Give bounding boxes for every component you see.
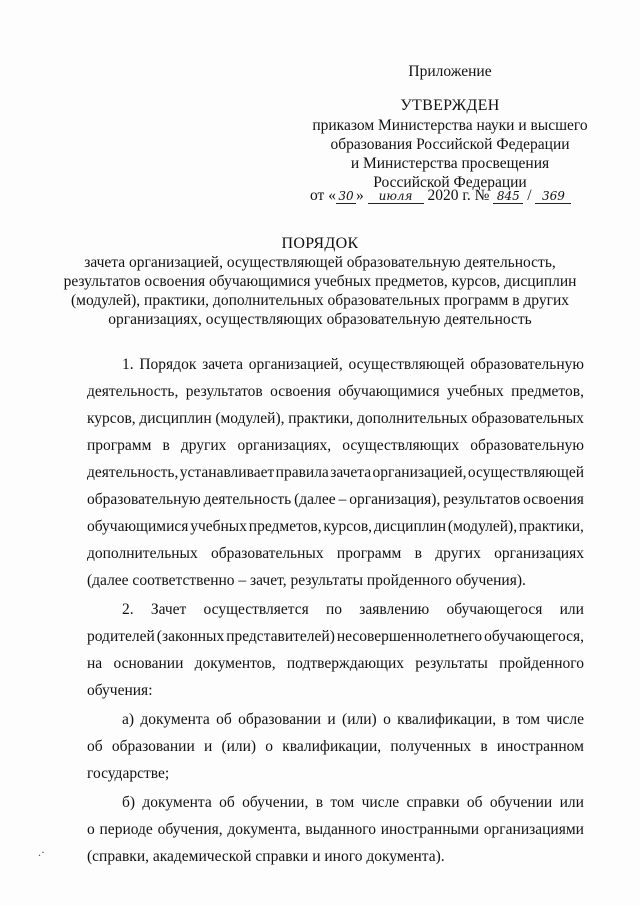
body-word: устанавливает xyxy=(179,464,275,481)
body-word: образовании xyxy=(238,711,322,728)
body-word: основании xyxy=(113,655,184,672)
body-word: обучающегося, xyxy=(484,628,584,645)
body-word: периоде xyxy=(99,821,153,838)
body-word: организациях, xyxy=(237,437,332,454)
body-line xyxy=(122,355,584,374)
body-word: иностранном xyxy=(496,738,584,755)
body-word: обучении, xyxy=(242,794,309,811)
body-word: на xyxy=(87,655,103,672)
body-word: осуществляющей xyxy=(348,356,465,373)
body-line xyxy=(122,710,584,729)
body-word: документов, xyxy=(194,655,276,672)
body-word: том xyxy=(330,794,355,811)
approved-line: Российской Федерации xyxy=(373,174,527,191)
body-word: несовершеннолетнего xyxy=(336,628,483,645)
body-word: числе xyxy=(546,711,584,728)
body-word: справки xyxy=(406,794,460,811)
body-word: иностранными xyxy=(380,821,480,838)
margin-mark: .· xyxy=(38,845,45,859)
body-word: деятельность, xyxy=(87,464,179,481)
body-word: образовательную xyxy=(87,491,201,508)
body-line: (справки, академической справки и иного документа). xyxy=(87,848,445,865)
body-word: а) xyxy=(122,711,135,728)
body-word: представителей) xyxy=(226,628,335,645)
body-word: полученных xyxy=(390,738,472,755)
title-line: зачета организацией, осуществляющей образовательную деятельность, xyxy=(84,254,556,271)
appendix-label: Приложение xyxy=(408,63,492,80)
approved-line: и Министерства просвещения xyxy=(350,155,550,172)
body-word: организация), xyxy=(349,491,441,508)
order-number-1: 845 xyxy=(493,189,523,204)
body-line xyxy=(87,517,584,536)
body-word: результаты xyxy=(415,655,488,672)
body-line xyxy=(87,544,584,563)
body-word: в xyxy=(414,545,422,562)
order-year: 2020 г. № xyxy=(427,187,490,204)
body-word: обучении xyxy=(489,794,553,811)
body-word: предметов, xyxy=(248,518,322,535)
approved-line: образования Российской Федерации xyxy=(330,136,570,153)
body-word: курсов, xyxy=(323,518,373,535)
body-word: в xyxy=(162,437,170,454)
body-word: обучающегося xyxy=(446,601,543,618)
body-word: курсов, xyxy=(87,410,136,427)
body-word: о xyxy=(383,711,391,728)
body-word: организациях xyxy=(494,545,584,562)
order-day: 30 xyxy=(336,189,356,204)
body-word: и xyxy=(327,711,336,728)
body-line xyxy=(87,436,584,455)
body-word: организацией, xyxy=(372,464,467,481)
order-prefix: от « xyxy=(310,187,336,204)
body-word: (или) xyxy=(342,711,377,728)
body-word: или xyxy=(559,601,584,618)
body-word: программ xyxy=(87,437,152,454)
body-word: числе xyxy=(361,794,400,811)
body-word: и xyxy=(203,738,213,755)
title-line: (модулей), практики, дополнительных образовательных программ в других xyxy=(70,292,570,309)
body-word: учебных xyxy=(447,383,504,400)
body-word: образовательных xyxy=(211,545,324,562)
body-line xyxy=(87,409,584,428)
body-word: об xyxy=(466,794,483,811)
body-word: о xyxy=(265,738,274,755)
body-word: том xyxy=(516,711,541,728)
body-word: организациями xyxy=(483,821,584,838)
body-word: освоения xyxy=(523,491,584,508)
body-word: других xyxy=(180,437,227,454)
body-word: практики, xyxy=(288,410,354,427)
body-line: обучения: xyxy=(87,682,153,699)
body-word: освоения xyxy=(270,383,331,400)
body-word: выданного xyxy=(305,821,376,838)
body-word: документа, xyxy=(227,821,301,838)
body-word: результатов xyxy=(443,491,521,508)
order-number-2: 369 xyxy=(535,189,571,204)
order-reference xyxy=(310,186,610,205)
title-line: организациях, осуществляющих образовательную деятельность xyxy=(108,311,532,328)
body-line: (далее соответственно – зачет, результаты пройденного обучения). xyxy=(87,572,526,589)
body-word: осуществляющих xyxy=(342,437,460,454)
body-word: (модулей), xyxy=(215,410,285,427)
body-line xyxy=(122,793,584,812)
title-line: результатов освоения обучающимися учебных предметов, курсов, дисциплин xyxy=(63,273,577,290)
body-word: 2. xyxy=(122,601,134,618)
body-word: об xyxy=(216,711,232,728)
body-word: б) xyxy=(122,794,136,811)
body-word: образовании xyxy=(111,738,195,755)
body-word: пройденного xyxy=(499,655,584,672)
body-word: организацией, xyxy=(248,356,343,373)
body-line xyxy=(87,737,584,756)
body-word: зачета xyxy=(202,356,243,373)
body-word: зачета xyxy=(330,464,372,481)
body-word: родителей xyxy=(87,628,155,645)
body-word: (модулей), xyxy=(447,518,518,535)
body-word: дисциплин xyxy=(373,518,447,535)
body-line xyxy=(87,654,584,673)
body-word: учебных xyxy=(190,518,247,535)
body-word: Порядок xyxy=(139,356,197,373)
order-mid: » xyxy=(355,187,364,204)
body-word: осуществляется xyxy=(203,601,309,618)
body-word: об xyxy=(219,794,235,811)
document-title: ПОРЯДОК xyxy=(281,235,359,252)
body-word: документа xyxy=(140,711,210,728)
body-word: 1. xyxy=(122,356,134,373)
body-word: обучающимися xyxy=(87,518,189,535)
order-separator: / xyxy=(527,187,532,204)
body-line xyxy=(122,600,584,619)
body-word: дополнительных xyxy=(356,410,468,427)
body-word: об xyxy=(87,738,103,755)
body-word: программ xyxy=(336,545,402,562)
body-word: образовательную xyxy=(470,356,584,373)
body-word: деятельность, xyxy=(87,383,179,400)
body-line: государстве; xyxy=(87,765,170,782)
body-word: квалификации, xyxy=(282,738,382,755)
body-word: подтверждающих xyxy=(286,655,405,672)
body-word: образовательную xyxy=(470,437,584,454)
body-word: обучающимися xyxy=(338,383,440,400)
order-month: июля xyxy=(368,189,424,204)
body-word: в xyxy=(480,738,488,755)
body-word: по xyxy=(325,601,343,618)
body-word: деятельность xyxy=(203,491,292,508)
body-line xyxy=(87,463,584,482)
body-word: предметов, xyxy=(511,383,584,400)
approved-line: приказом Министерства науки и высшего xyxy=(312,117,588,134)
body-line xyxy=(87,490,584,509)
body-word: (далее xyxy=(294,491,336,508)
body-word: документа xyxy=(142,794,212,811)
body-word: (или) xyxy=(221,738,257,755)
body-word: обучения, xyxy=(157,821,223,838)
body-word: в xyxy=(315,794,324,811)
body-word: дополнительных xyxy=(87,545,198,562)
body-word: о xyxy=(87,821,95,838)
body-word: Зачет xyxy=(150,601,187,618)
body-word: или xyxy=(559,794,584,811)
body-word: (законных xyxy=(156,628,225,645)
body-word: в xyxy=(502,711,510,728)
body-line xyxy=(87,627,584,646)
body-line xyxy=(87,382,584,401)
body-word: других xyxy=(435,545,481,562)
body-line xyxy=(87,820,584,839)
body-word: заявлению xyxy=(359,601,430,618)
body-word: практики, xyxy=(518,518,584,535)
body-word: дисциплин xyxy=(139,410,212,427)
body-word: – xyxy=(338,491,347,508)
approved-heading: УТВЕРЖДЕН xyxy=(400,97,500,114)
body-word: правила xyxy=(275,464,329,481)
body-word: образовательных xyxy=(471,410,584,427)
body-word: квалификации, xyxy=(397,711,497,728)
body-word: результатов xyxy=(185,383,263,400)
body-word: осуществляющей xyxy=(467,464,584,481)
